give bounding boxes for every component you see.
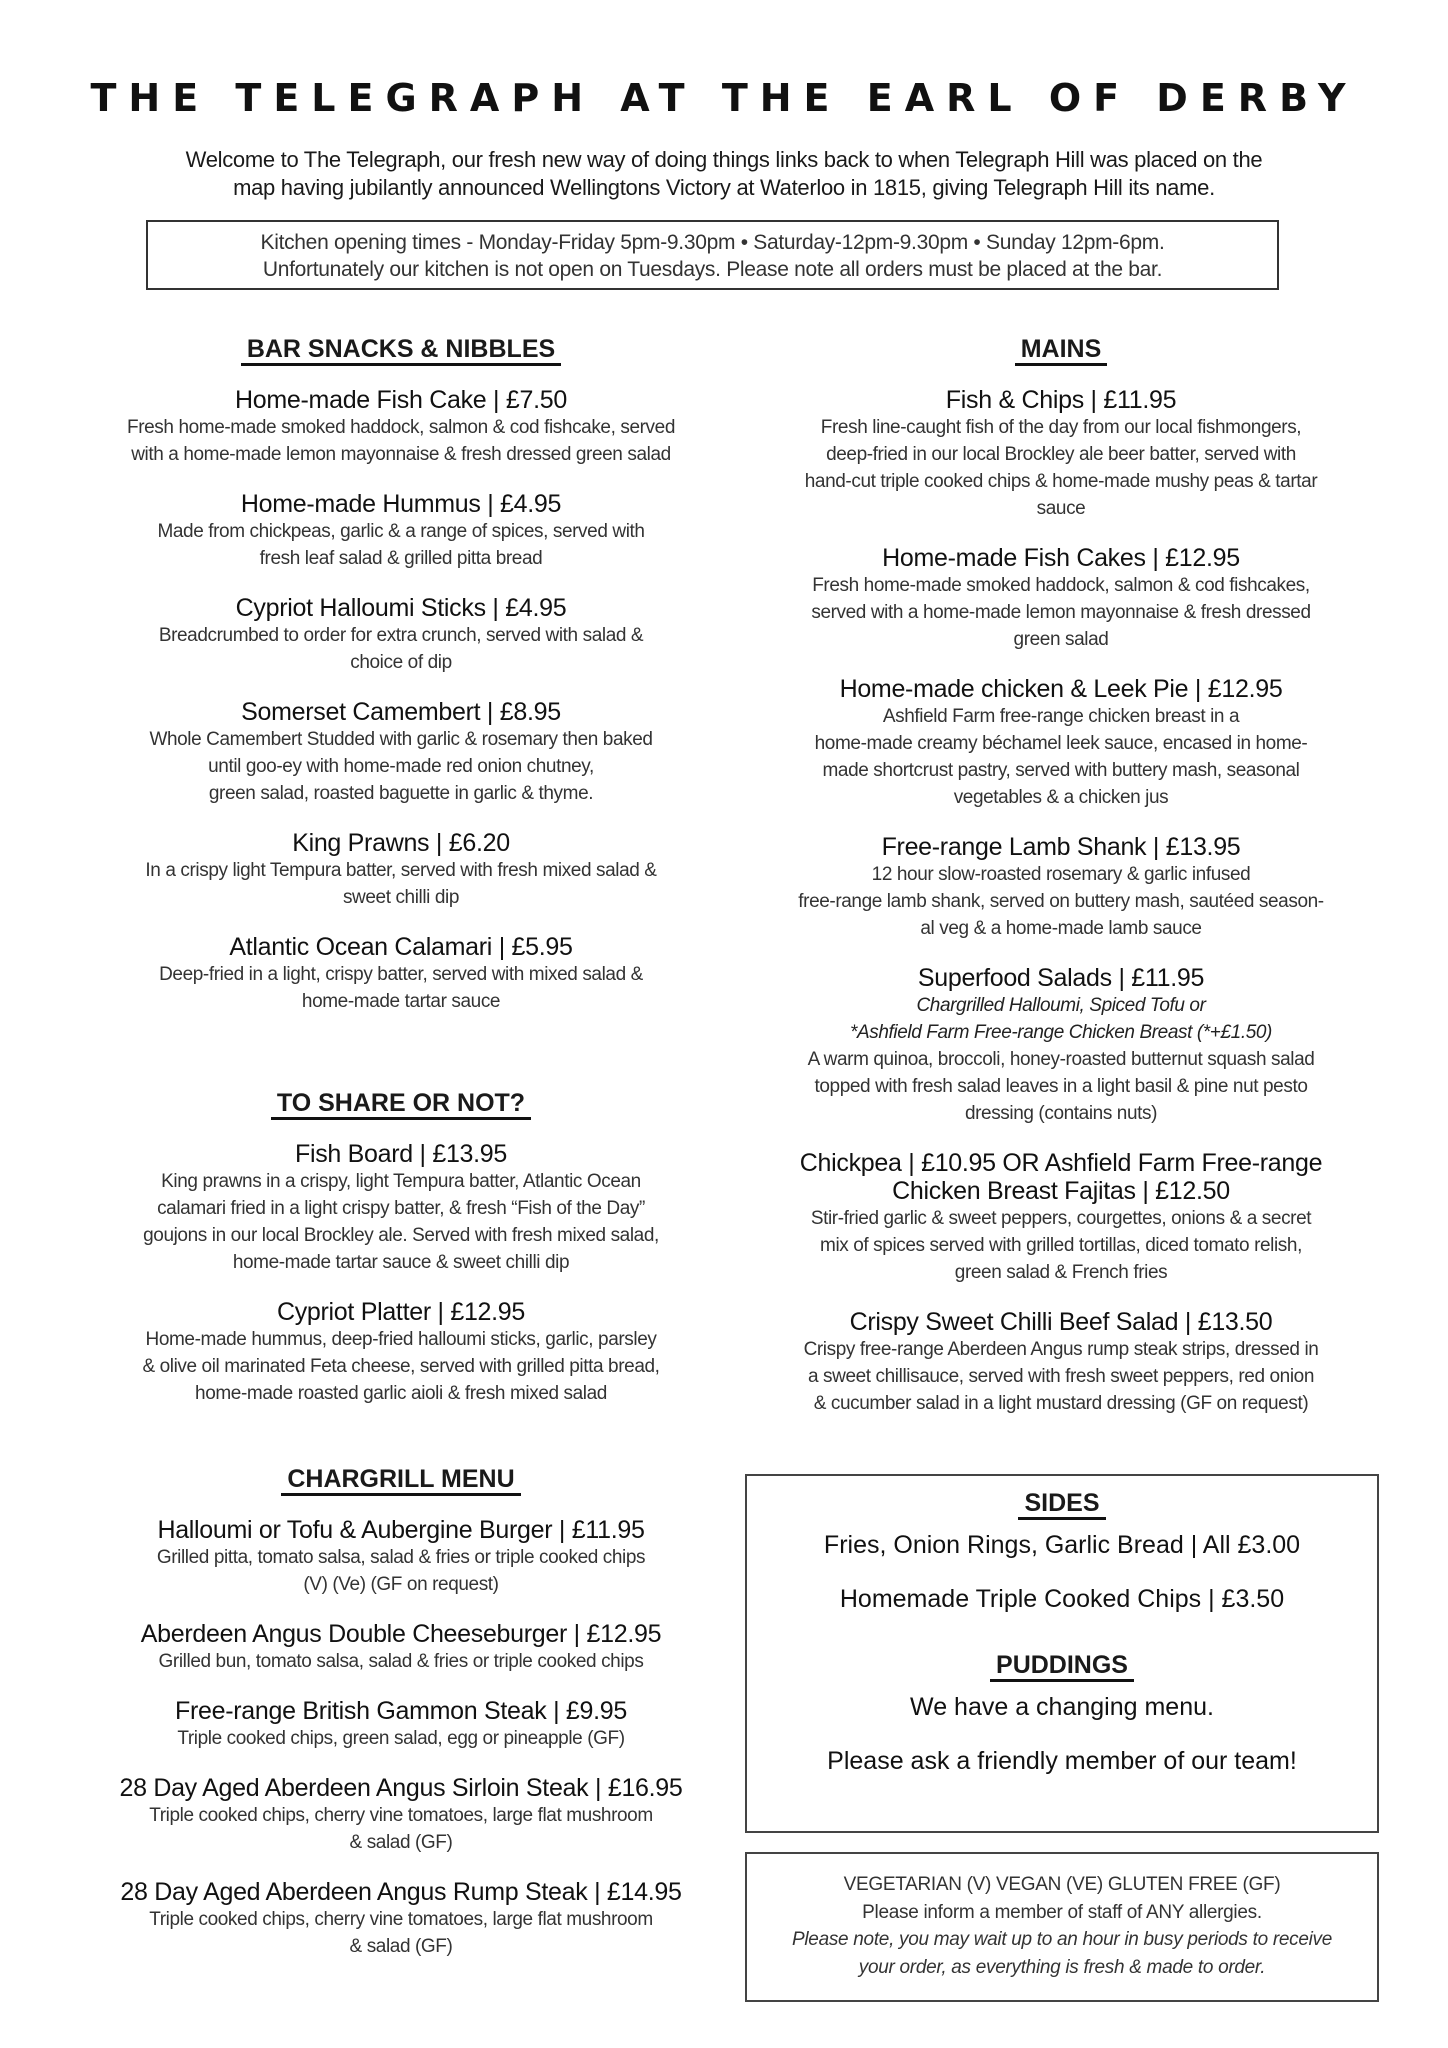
item-description: dressing (contains nuts) xyxy=(964,1103,1158,1124)
item-description: & cucumber salad in a light mustard dressing (GF on request) xyxy=(813,1393,1309,1414)
puddings-line: We have a changing menu. xyxy=(910,1693,1214,1721)
menu-item xyxy=(742,964,1380,1127)
section-heading-text: MAINS xyxy=(1015,335,1108,366)
item-description: Home-made hummus, deep-fried halloumi sticks, garlic, parsley xyxy=(145,1329,657,1350)
chargrill-section xyxy=(60,1464,742,1982)
intro-line: Welcome to The Telegraph, our fresh new way of doing things links back to when Telegraph Hill was placed on the xyxy=(185,147,1263,172)
item-description: Crispy free-range Aberdeen Angus rump steak strips, dressed in xyxy=(803,1339,1319,1360)
item-name: Chicken Breast Fajitas | £12.50 xyxy=(892,1177,1230,1205)
item-description: Deep-fried in a light, crispy batter, served with mixed salad & xyxy=(159,964,643,985)
sides-puddings-box xyxy=(745,1474,1379,1833)
item-description: topped with fresh salad leaves in a light basil & pine nut pesto xyxy=(814,1076,1308,1097)
hours-line: Kitchen opening times - Monday-Friday 5pm-9.30pm • Saturday-12pm-9.30pm • Sunday 12pm-6pm. xyxy=(260,231,1165,254)
menu-item xyxy=(60,698,742,807)
menu-item xyxy=(60,1774,742,1856)
item-description: A warm quinoa, broccoli, honey-roasted butternut squash salad xyxy=(807,1049,1315,1070)
item-name: Home-made chicken & Leek Pie | £12.95 xyxy=(839,675,1283,703)
item-options: *Ashfield Farm Free-range Chicken Breast (*+£1.50) xyxy=(850,1022,1272,1043)
item-description: green salad & French fries xyxy=(954,1262,1168,1283)
section-heading-text: TO SHARE OR NOT? xyxy=(271,1089,531,1120)
item-description: Triple cooked chips, green salad, egg or pineapple (GF) xyxy=(177,1728,625,1749)
item-description: & olive oil marinated Feta cheese, served with grilled pitta bread, xyxy=(142,1356,660,1377)
item-description: made shortcrust pastry, served with buttery mash, seasonal xyxy=(822,760,1300,781)
item-description: served with a home-made lemon mayonnaise & fresh dressed xyxy=(811,602,1311,623)
item-description: (V) (Ve) (GF on request) xyxy=(303,1574,499,1595)
section-heading-text: BAR SNACKS & NIBBLES xyxy=(241,335,561,366)
item-name: Cypriot Halloumi Sticks | £4.95 xyxy=(235,594,567,622)
section-heading-text: CHARGRILL MENU xyxy=(281,1465,520,1496)
menu-item xyxy=(60,490,742,572)
item-description: mix of spices served with grilled tortillas, diced tomato relish, xyxy=(820,1235,1302,1256)
wait-notice-line: Please note, you may wait up to an hour in busy periods to receive xyxy=(792,1929,1332,1950)
menu-item xyxy=(60,1878,742,1960)
item-description: sweet chilli dip xyxy=(342,887,460,908)
menu-item xyxy=(60,1140,742,1276)
bar-snacks-section xyxy=(60,334,742,1037)
item-description: Fresh home-made smoked haddock, salmon & cod fishcakes, xyxy=(812,575,1310,596)
section-heading xyxy=(742,334,1380,364)
item-description: fresh leaf salad & grilled pitta bread xyxy=(259,548,543,569)
allergy-line: Please inform a member of staff of ANY allergies. xyxy=(862,1901,1262,1923)
menu-item xyxy=(60,594,742,676)
item-description: King prawns in a crispy, light Tempura batter, Atlantic Ocean xyxy=(161,1171,641,1192)
menu-item xyxy=(60,1620,742,1675)
item-description: goujons in our local Brockley ale. Served with fresh mixed salad, xyxy=(143,1225,659,1246)
item-name: 28 Day Aged Aberdeen Angus Rump Steak | £14.95 xyxy=(120,1878,682,1906)
item-description: home-made roasted garlic aioli & fresh mixed salad xyxy=(195,1383,607,1404)
item-name: Home-made Fish Cake | £7.50 xyxy=(235,386,567,414)
item-name: Home-made Hummus | £4.95 xyxy=(240,490,562,518)
item-description: Made from chickpeas, garlic & a range of spices, served with xyxy=(157,521,645,542)
sides-line: Homemade Triple Cooked Chips | £3.50 xyxy=(839,1585,1285,1613)
menu-item xyxy=(60,829,742,911)
item-description: green salad, roasted baguette in garlic & thyme. xyxy=(208,783,594,804)
item-description: home-made tartar sauce xyxy=(301,991,501,1012)
item-name: Chickpea | £10.95 OR Ashfield Farm Free-range xyxy=(799,1149,1323,1177)
intro-line: map having jubilantly announced Wellingtons Victory at Waterloo in 1815, giving Telegraph Hill its name. xyxy=(233,175,1215,200)
item-description: a sweet chillisauce, served with fresh sweet peppers, red onion xyxy=(807,1366,1315,1387)
section-heading xyxy=(60,1088,742,1118)
menu-item xyxy=(742,544,1380,653)
item-description: calamari fried in a light crispy batter, & fresh “Fish of the Day” xyxy=(157,1198,645,1219)
item-name: Home-made Fish Cakes | £12.95 xyxy=(882,544,1240,572)
item-name: King Prawns | £6.20 xyxy=(292,829,510,857)
item-options: Chargrilled Halloumi, Spiced Tofu or xyxy=(916,995,1206,1016)
item-name: Crispy Sweet Chilli Beef Salad | £13.50 xyxy=(849,1308,1273,1336)
menu-item xyxy=(742,1149,1380,1286)
menu-item xyxy=(742,386,1380,522)
intro-text xyxy=(40,146,1408,202)
allergy-notice-box xyxy=(745,1852,1379,2002)
item-description: Ashfield Farm free-range chicken breast in a xyxy=(882,706,1240,727)
hours-line: Unfortunately our kitchen is not open on Tuesdays. Please note all orders must be placed at the bar. xyxy=(262,258,1163,281)
menu-item xyxy=(60,1697,742,1752)
item-description: Fresh home-made smoked haddock, salmon & cod fishcake, served xyxy=(127,417,675,438)
item-description: Whole Camembert Studded with garlic & rosemary then baked xyxy=(149,729,653,750)
item-description: until goo-ey with home-made red onion chutney, xyxy=(208,756,594,777)
item-name: Somerset Camembert | £8.95 xyxy=(241,698,561,726)
section-heading xyxy=(60,334,742,364)
menu-item xyxy=(60,386,742,468)
item-description: green salad xyxy=(1013,629,1109,650)
item-description: choice of dip xyxy=(350,652,452,673)
sides-line: Fries, Onion Rings, Garlic Bread | All £3.00 xyxy=(823,1531,1301,1559)
allergy-line: VEGETARIAN (V) VEGAN (VE) GLUTEN FREE (GF) xyxy=(843,1874,1281,1895)
item-name: Superfood Salads | £11.95 xyxy=(917,964,1205,992)
item-description: Fresh line-caught fish of the day from our local fishmongers, xyxy=(820,417,1302,438)
menu-item xyxy=(742,833,1380,942)
item-name: Free-range British Gammon Steak | £9.95 xyxy=(175,1697,627,1725)
puddings-line: Please ask a friendly member of our team! xyxy=(827,1747,1297,1775)
menu-item xyxy=(60,1298,742,1407)
restaurant-title: THE TELEGRAPH AT THE EARL OF DERBY xyxy=(90,76,1358,120)
item-description: sauce xyxy=(1036,498,1086,519)
item-description: free-range lamb shank, served on buttery mash, sautéed season- xyxy=(798,891,1324,912)
item-name: Halloumi or Tofu & Aubergine Burger | £11.95 xyxy=(157,1516,645,1544)
item-description: deep-fried in our local Brockley ale beer batter, served with xyxy=(826,444,1296,465)
item-name: Free-range Lamb Shank | £13.95 xyxy=(881,833,1241,861)
item-name: Cypriot Platter | £12.95 xyxy=(276,1298,526,1326)
menu-item xyxy=(742,675,1380,811)
item-description: & salad (GF) xyxy=(349,1832,453,1853)
item-name: 28 Day Aged Aberdeen Angus Sirloin Steak | £16.95 xyxy=(119,1774,683,1802)
item-name: Atlantic Ocean Calamari | £5.95 xyxy=(229,933,573,961)
item-description: home-made tartar sauce & sweet chilli dip xyxy=(232,1252,570,1273)
item-name: Aberdeen Angus Double Cheeseburger | £12.95 xyxy=(140,1620,662,1648)
item-description: Triple cooked chips, cherry vine tomatoes, large flat mushroom xyxy=(149,1909,653,1930)
item-description: Stir-fried garlic & sweet peppers, courgettes, onions & a secret xyxy=(810,1208,1312,1229)
item-description: & salad (GF) xyxy=(349,1936,453,1957)
opening-hours-box xyxy=(146,220,1279,290)
wait-notice-line: your order, as everything is fresh & made to order. xyxy=(858,1956,1266,1978)
item-description: Triple cooked chips, cherry vine tomatoes, large flat mushroom xyxy=(149,1805,653,1826)
item-description: In a crispy light Tempura batter, served with fresh mixed salad & xyxy=(145,860,657,881)
item-description: al veg & a home-made lamb sauce xyxy=(920,918,1202,939)
item-description: vegetables & a chicken jus xyxy=(953,787,1169,808)
puddings-heading: PUDDINGS xyxy=(747,1650,1377,1680)
menu-item xyxy=(60,1516,742,1598)
section-heading xyxy=(60,1464,742,1494)
item-name: Fish Board | £13.95 xyxy=(294,1140,508,1168)
item-description: hand-cut triple cooked chips & home-made mushy peas & tartar xyxy=(804,471,1318,492)
menu-item xyxy=(60,933,742,1015)
mains-section xyxy=(742,334,1380,1439)
item-description: Grilled bun, tomato salsa, salad & fries or triple cooked chips xyxy=(158,1651,644,1672)
to-share-section xyxy=(60,1088,742,1429)
item-name: Fish & Chips | £11.95 xyxy=(945,386,1177,414)
item-description: Grilled pitta, tomato salsa, salad & fries or triple cooked chips xyxy=(156,1547,646,1568)
item-description: 12 hour slow-roasted rosemary & garlic infused xyxy=(871,864,1251,885)
item-description: home-made creamy béchamel leek sauce, encased in home- xyxy=(814,733,1308,754)
item-description: Breadcrumbed to order for extra crunch, served with salad & xyxy=(158,625,644,646)
sides-heading: SIDES xyxy=(747,1488,1377,1518)
item-description: with a home-made lemon mayonnaise & fresh dressed green salad xyxy=(131,444,671,465)
menu-item xyxy=(742,1308,1380,1417)
